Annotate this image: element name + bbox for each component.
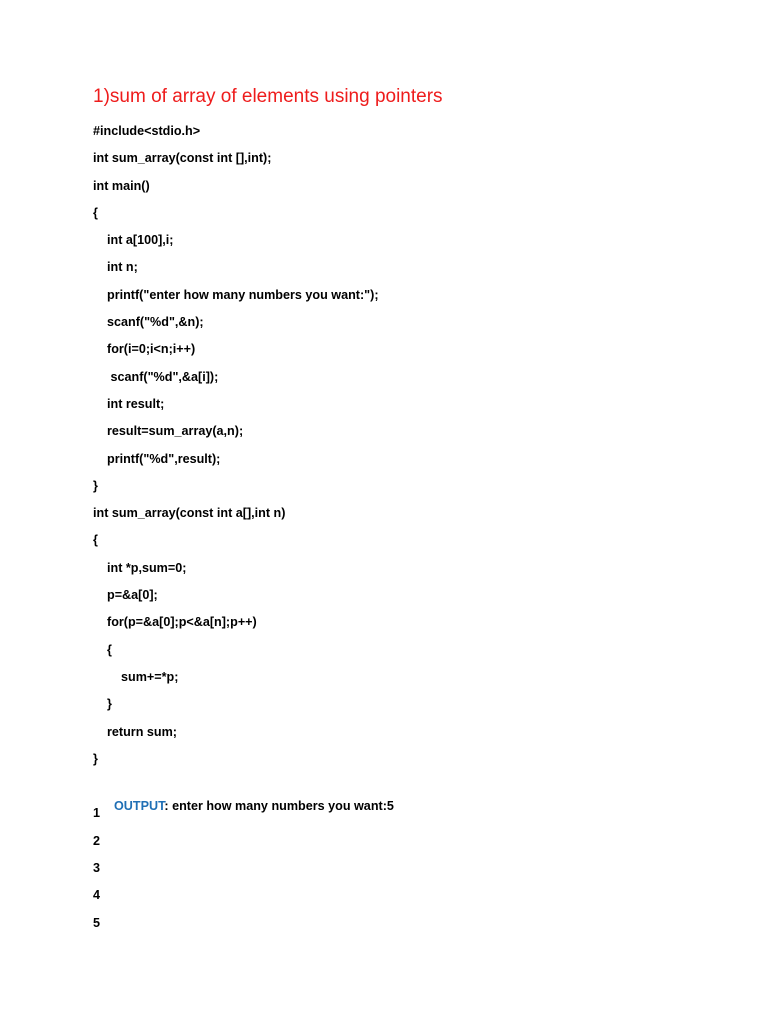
output-value: 4 <box>93 888 101 903</box>
code-line: sum+=*p; <box>93 669 179 684</box>
code-line: int n; <box>93 260 138 275</box>
code-line: printf("%d",result); <box>93 451 221 466</box>
code-line: { <box>93 642 112 657</box>
code-line: scanf("%d",&n); <box>93 315 204 330</box>
code-line: int sum_array(const int a[],int n) <box>93 506 286 521</box>
code-line: { <box>93 205 98 220</box>
code-line: result=sum_array(a,n); <box>93 424 244 439</box>
code-line: return sum; <box>93 724 177 739</box>
code-line: #include<stdio.h> <box>93 124 201 138</box>
code-line: for(p=&a[0];p<&a[n];p++) <box>93 615 257 630</box>
code-line: } <box>93 751 98 766</box>
output-value: 2 <box>93 833 101 848</box>
code-line: p=&a[0]; <box>93 588 158 603</box>
code-line: { <box>93 533 98 548</box>
code-block <box>93 121 394 940</box>
code-line: int result; <box>93 396 165 411</box>
code-line: printf("enter how many numbers you want:"); <box>93 287 379 302</box>
code-line: int *p,sum=0; <box>93 560 187 575</box>
document-title: 1)sum of array of elements using pointers <box>93 86 443 107</box>
code-line: scanf("%d",&a[i]); <box>93 369 219 384</box>
output-value: 1 <box>93 806 101 821</box>
code-line: int a[100],i; <box>93 233 174 248</box>
output-line <box>93 776 394 814</box>
output-value: 5 <box>93 915 101 930</box>
code-line: } <box>93 478 98 493</box>
output-text: : enter how many numbers you want:5 <box>164 799 394 814</box>
code-line: int main() <box>93 178 150 193</box>
output-value: 3 <box>93 861 101 876</box>
code-line: for(i=0;i<n;i++) <box>93 342 196 357</box>
code-line: int sum_array(const int [],int); <box>93 151 272 166</box>
code-line: } <box>93 697 112 712</box>
output-label: OUTPUT <box>114 799 165 814</box>
